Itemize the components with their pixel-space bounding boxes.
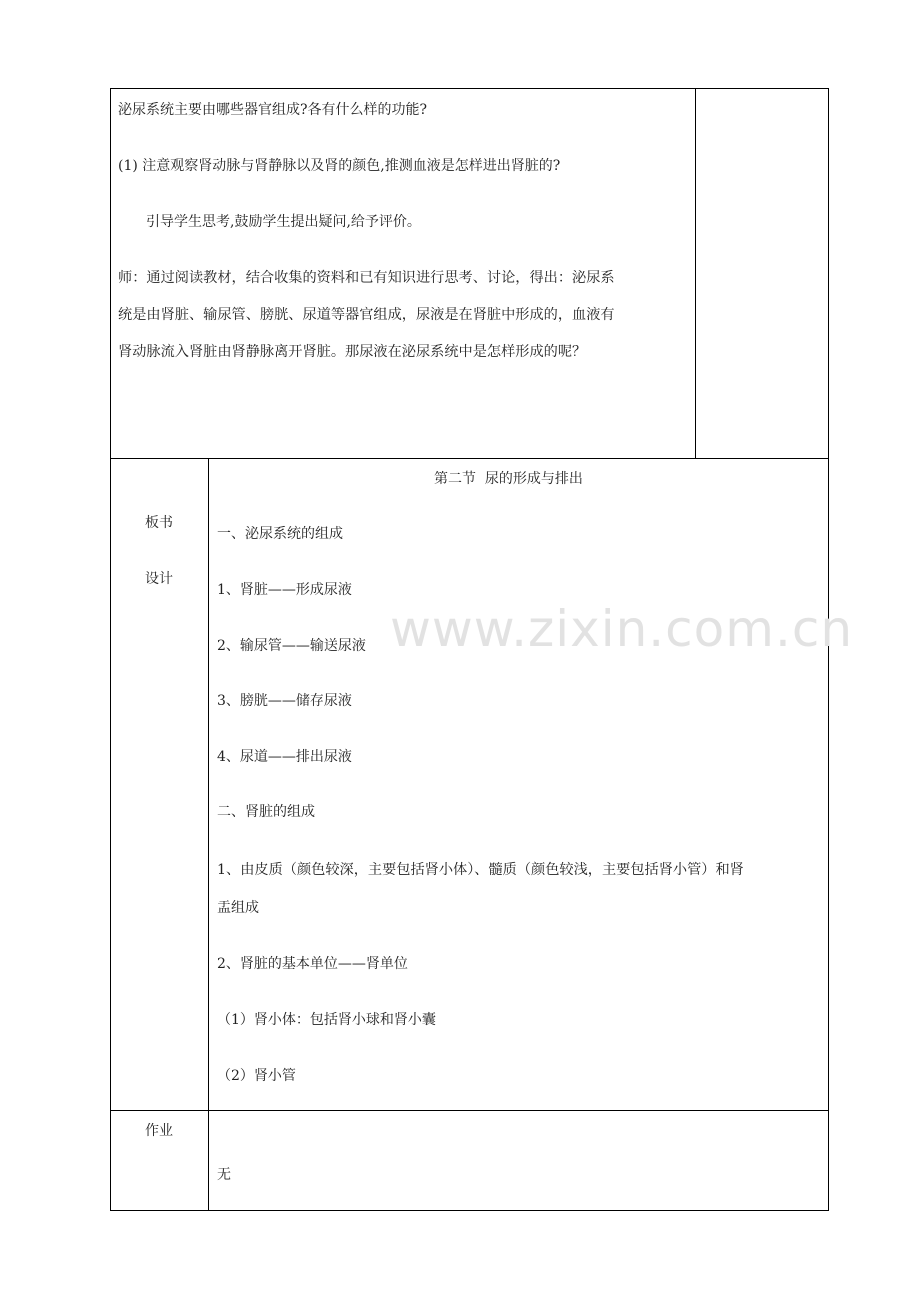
renal-tubule-text: （2）肾小管	[217, 1068, 296, 1084]
table-row-divider-2	[110, 1110, 829, 1111]
teacher-line-3: 肾动脉流入肾脏由肾静脉离开肾脏。那尿液在泌尿系统中是怎样形成的呢？	[118, 344, 587, 360]
label-column-divider	[208, 458, 209, 1211]
board-item-urethra: 4、尿道——排出尿液	[217, 749, 352, 765]
table-border-left	[110, 88, 111, 1211]
teacher-line-2: 统是由肾脏、输尿管、膀胱、尿道等器官组成，尿液是在肾脏中形成的，血液有	[118, 307, 615, 323]
guide-text: 引导学生思考,鼓励学生提出疑问,给予评价。	[146, 214, 421, 230]
table-border-bottom	[110, 1210, 829, 1211]
board-label-line-1: 板书	[145, 515, 173, 531]
board-item-kidney: 1、肾脏——形成尿液	[217, 582, 352, 598]
board-item-bladder: 3、膀胱——储存尿液	[217, 693, 352, 709]
kidney-composition-line-2: 盂组成	[217, 900, 259, 916]
item-1-text: (1) 注意观察肾动脉与肾静脉以及肾的颜色,推测血液是怎样进出肾脏的?	[118, 158, 561, 174]
watermark: www.zixin.com.cn	[390, 600, 854, 658]
renal-corpuscle-text: （1）肾小体：包括肾小球和肾小囊	[217, 1012, 436, 1028]
question-text: 泌尿系统主要由哪些器官组成?各有什么样的功能?	[118, 102, 428, 118]
homework-content: 无	[217, 1167, 231, 1183]
board-heading-1: 一、泌尿系统的组成	[217, 526, 343, 542]
board-title: 第二节 尿的形成与排出	[434, 471, 583, 487]
board-heading-2: 二、肾脏的组成	[217, 804, 315, 820]
homework-label: 作业	[145, 1123, 173, 1139]
table-border-top	[110, 88, 829, 89]
board-item-ureter: 2、输尿管——输送尿液	[217, 638, 366, 654]
top-cell-divider	[695, 88, 696, 458]
teacher-line-1: 师：通过阅读教材，结合收集的资料和已有知识进行思考、讨论，得出：泌尿系	[118, 270, 615, 286]
table-row-divider-1	[110, 458, 829, 459]
kidney-unit-text: 2、肾脏的基本单位——肾单位	[217, 956, 408, 972]
kidney-composition-line-1: 1、由皮质（颜色较深，主要包括肾小体）、髓质（颜色较浅，主要包括肾小管）和肾	[217, 862, 744, 878]
board-label-line-2: 设计	[145, 571, 173, 587]
